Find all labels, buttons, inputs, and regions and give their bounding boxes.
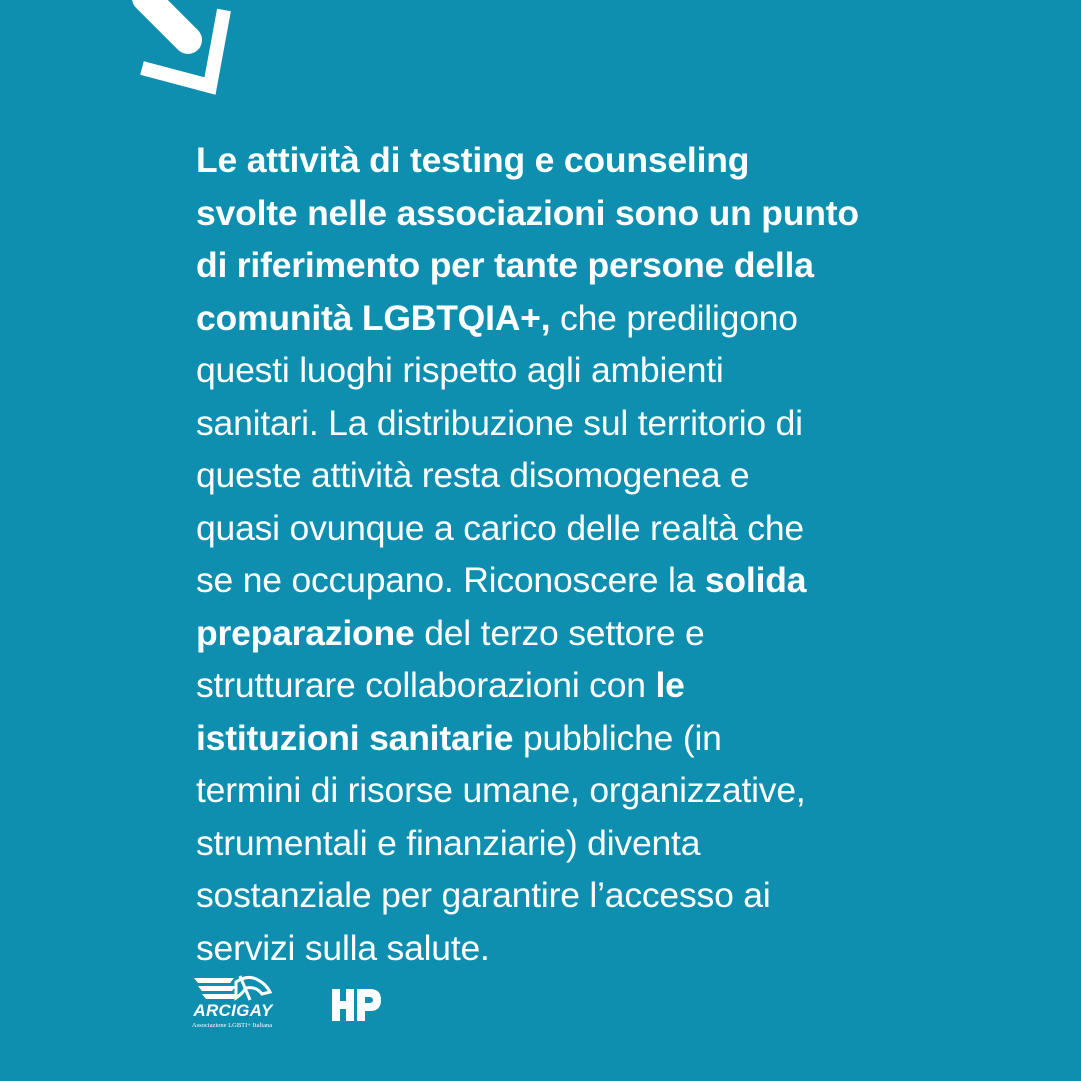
text-line: [196, 607, 986, 660]
hp-logo: [328, 985, 384, 1025]
bold-text: preparazione: [196, 612, 415, 653]
text-line: [196, 764, 986, 817]
bold-text: svolte nelle associazioni sono un punto: [196, 192, 859, 233]
bold-text: istituzioni sanitarie: [196, 717, 514, 758]
regular-text: sostanziale per garantire l’accesso ai: [196, 875, 771, 915]
regular-text: strutturare collaborazioni con: [196, 665, 656, 705]
bold-text: Le attività di testing e counseling: [196, 140, 750, 180]
bold-text: comunità LGBTQIA+,: [196, 297, 551, 338]
text-line: [196, 659, 986, 712]
regular-text: del terzo settore e: [414, 612, 705, 653]
regular-text: servizi sulla salute.: [196, 927, 490, 968]
text-line: [196, 292, 986, 345]
regular-text: quasi ovunque a carico delle realtà che: [196, 507, 804, 548]
text-line: [196, 344, 986, 397]
text-line: [196, 922, 986, 975]
bold-text: le: [655, 665, 685, 705]
text-line: [196, 134, 986, 187]
bold-text: di riferimento per tante persone della: [196, 245, 814, 285]
text-line: [196, 449, 986, 502]
arcigay-wordmark: ARCIGAY: [193, 1001, 273, 1020]
regular-text: questi luoghi rispetto agli ambienti: [196, 350, 724, 390]
text-line: [196, 869, 986, 922]
regular-text: strumentali e finanziarie) diventa: [196, 822, 701, 863]
text-line: [196, 502, 986, 555]
text-line: [196, 187, 986, 240]
regular-text: se ne occupano. Riconoscere la: [196, 560, 705, 600]
arcigay-logo: [186, 972, 278, 1034]
text-line: [196, 239, 986, 292]
regular-text: termini di risorse umane, organizzative,: [196, 770, 806, 810]
text-line: [196, 554, 986, 607]
text-line: [196, 397, 986, 450]
regular-text: pubbliche (in: [513, 717, 722, 758]
regular-text: sanitari. La distribuzione sul territorio di: [196, 402, 803, 443]
regular-text: queste attività resta disomogenea e: [196, 455, 750, 495]
regular-text: che prediligono: [550, 297, 798, 338]
text-line: [196, 712, 986, 765]
main-paragraph: [196, 134, 986, 974]
arrow-down-right-icon: [128, 0, 238, 102]
arcigay-tagline: Associazione LGBTI+ Italiana: [191, 1022, 273, 1029]
bold-text: solida: [704, 560, 807, 600]
text-line: [196, 817, 986, 870]
